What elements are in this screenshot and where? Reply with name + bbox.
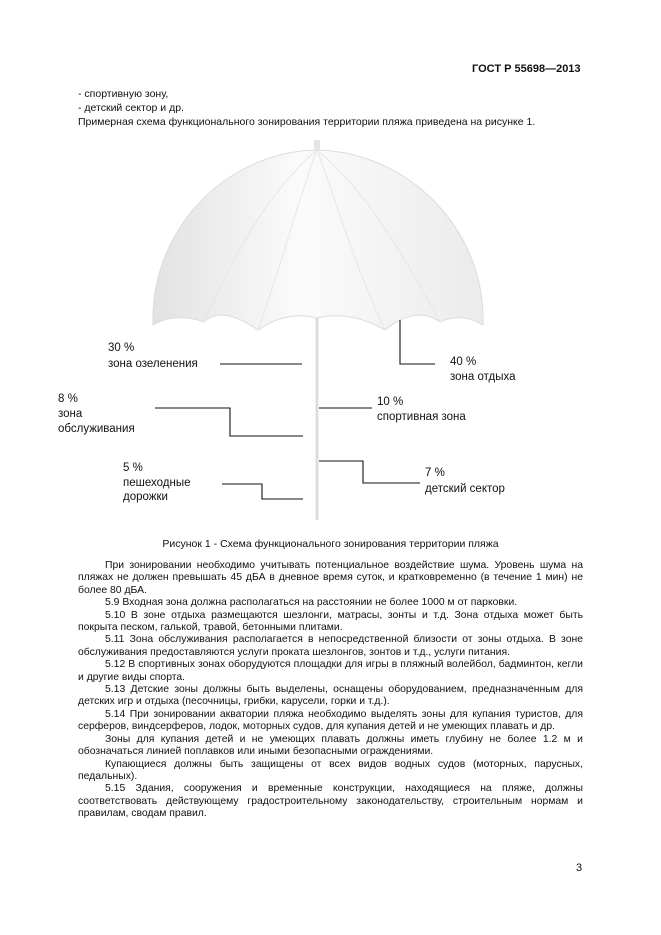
- page-number: 3: [576, 862, 583, 874]
- list-item: - спортивную зону,: [78, 88, 169, 100]
- paragraph: Зоны для купания детей и не умеющих плавать должны иметь глубину не более 1.2 м и обозначаться линией поплавков или иными безопасными ограждениями.: [78, 733, 583, 758]
- service-zone-label: зона: [58, 408, 83, 420]
- paragraph: 5.14 При зонировании акватории пляжа необходимо выделять зоны для купания туристов, для серферов, виндсерферов, лодок, моторных судов, для купания детей и не умеющих плавать и др.: [78, 708, 583, 733]
- umbrella-diagram: [0, 130, 661, 530]
- paragraph: 5.15 Здания, сооружения и временные конструкции, находящиеся на пляже, должны соответствовать действующему градостроительному законодательству, строительным нормам и правилам, сводам правил.: [78, 783, 583, 820]
- body-text: [78, 560, 583, 821]
- umbrella-icon: [153, 140, 483, 520]
- paragraph: Купающиеся должны быть защищены от всех видов водных судов (моторных, парусных, педальных).: [78, 758, 583, 782]
- walkway-label: дорожки: [123, 491, 168, 503]
- paragraph: 5.11 Зона обслуживания располагается в непосредственной близости от зоны отдыха. В зоне обслуживания предоставляются услуги проката шезлонгов, зонтов и т.д., услуги питания.: [78, 634, 583, 658]
- paragraph: 5.13 Детские зоны должны быть выделены, оснащены оборудованием, предназначенным для детских игр и отдыха (песочницы, грибки, карусели, горки и т.д.).: [78, 684, 583, 708]
- rest-zone-label: зона отдыха: [450, 371, 516, 383]
- green-zone-label: зона озеленения: [108, 358, 198, 370]
- list-item: - детский сектор и др.: [78, 102, 184, 114]
- paragraph: 5.10 В зоне отдыха размещаются шезлонги, матрасы, зонты и т.д. Зона отдыха может быть покрыта песком, галькой, травой, бетонными плитами.: [78, 609, 583, 634]
- paragraph: 5.12 В спортивных зонах оборудуются площадки для игры в пляжный волейбол, бадминтон, кегли и другие виды спорта.: [78, 659, 583, 683]
- kids-sector-label: детский сектор: [425, 483, 505, 495]
- walkway-percent: 5 %: [123, 462, 143, 474]
- service-zone-label: обслуживания: [58, 423, 135, 435]
- walkway-label: пешеходные: [123, 477, 191, 489]
- standard-number: ГОСТ Р 55698—2013: [472, 63, 581, 75]
- paragraph: 5.9 Входная зона должна располагаться на расстоянии не более 1000 м от парковки.: [105, 597, 518, 609]
- figure-caption: Рисунок 1 - Схема функционального зонирования территории пляжа: [162, 538, 499, 550]
- rest-zone-percent: 40 %: [450, 356, 477, 368]
- service-zone-percent: 8 %: [58, 393, 78, 405]
- green-zone-percent: 30 %: [108, 342, 135, 354]
- sport-zone-label: спортивная зона: [377, 411, 466, 423]
- sport-zone-percent: 10 %: [377, 396, 404, 408]
- kids-sector-percent: 7 %: [425, 467, 445, 479]
- paragraph: При зонировании необходимо учитывать потенциальное воздействие шума. Уровень шума на пляжах не должен превышать 45 дБА в дневное время суток, и кратковременно (в течение 1 мин) не более 80 дБА.: [78, 560, 583, 596]
- intro-text: Примерная схема функционального зонирования территории пляжа приведена на рисунке 1.: [78, 116, 536, 128]
